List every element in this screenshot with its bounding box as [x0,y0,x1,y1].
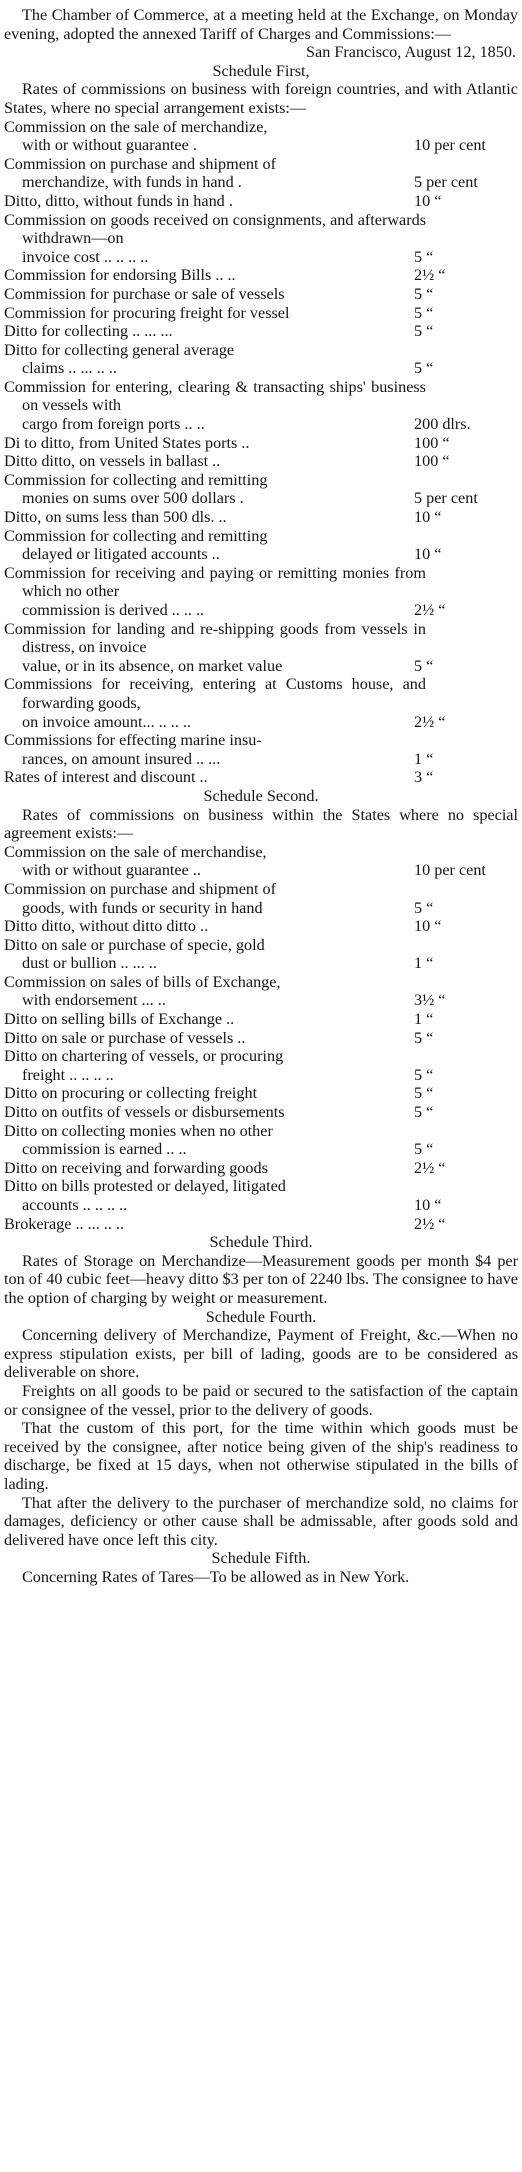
tariff-rate: 10 “ [414,508,442,527]
tariff-item-description-cont: freight .. .. .. .. [22,1065,114,1084]
tariff-item-description: Ditto on collecting monies when no other [4,1121,273,1140]
tariff-item-description: Ditto on bills protested or delayed, litigated [4,1177,286,1196]
schedule-second-heading: Schedule Second. [203,786,319,805]
tariff-rate: 2½ “ [414,266,446,285]
tariff-item-description: Commission for entering, clearing & transacting ships' business on vessels with [4,377,426,415]
tariff-item [4,564,518,620]
tariff-item-description-cont: invoice cost .. .. .. .. [22,247,149,266]
schedule-second-table [4,843,518,1233]
schedule-first-heading: Schedule First, [212,61,310,80]
tariff-rate: 5 “ [414,1084,434,1103]
tariff-item [4,192,518,211]
schedule-fourth-para: That the custom of this port, for the time within which goods must be received by the consignee, after notice being given of the ship's readiness to discharge, be fixed at 15 days, when not otherwise stipulated in the bills of lading. [4,1419,518,1493]
tariff-item [4,211,518,267]
dateline: San Francisco, August 12, 1850. [306,43,516,62]
tariff-item-description: Commissions for receiving, entering at Customs house, and forwarding goods, [4,675,426,712]
tariff-item-description: Ditto, ditto, without funds in hand . [4,191,233,210]
tariff-item-description: Brokerage .. ... .. .. [4,1214,125,1233]
tariff-item [4,880,518,917]
tariff-item [4,527,518,564]
tariff-item-description: Commission on purchase and shipment of [4,879,277,898]
tariff-item [4,1177,518,1214]
tariff-rate: 5 “ [414,656,434,675]
tariff-item-description: Commission on goods received on consignments, and afterwards withdrawn—on [4,210,426,248]
tariff-item-description: Commission on sales of bills of Exchange, [4,972,281,991]
tariff-item-description: Commission for landing and re-shipping goods from vessels in distress, on invoice [4,619,426,657]
tariff-item [4,675,518,731]
tariff-rate: 1 “ [414,954,434,973]
schedule-third-text: Rates of Storage on Merchandize—Measurement goods per month $4 per ton of 40 cubic feet—heavy ditto $3 per ton of 2240 lbs. The consignee to have the option of charging by weight or measurement. [4,1251,518,1307]
tariff-item [4,917,518,936]
tariff-item [4,1047,518,1084]
tariff-item-description-cont: claims .. ... .. .. [22,359,117,378]
tariff-rate: 100 “ [414,433,450,452]
tariff-item [4,378,518,434]
tariff-item [4,620,518,676]
tariff-item-description: Commission for collecting and remitting [4,526,268,545]
tariff-item-description-cont: with endorsement ... .. [22,991,166,1010]
tariff-item [4,304,518,323]
schedule-fourth-heading: Schedule Fourth. [205,1307,317,1326]
tariff-item [4,973,518,1010]
tariff-item-description: Commission for endorsing Bills .. .. [4,266,236,285]
schedule-third-heading: Schedule Third. [209,1233,313,1252]
tariff-item-description-cont: on invoice amount... .. .. .. [22,712,192,731]
schedule-fourth-para: Concerning delivery of Merchandize, Payment of Freight, &c.—When no express stipulation exists, per bill of lading, goods are to be considered as deliverable on shore. [4,1326,518,1382]
tariff-item-description: Commissions for effecting marine insu- [4,731,262,750]
tariff-rate: 10 “ [414,917,442,936]
tariff-rate: 5 per cent [414,173,478,192]
tariff-item [4,322,518,341]
tariff-item-description: Ditto, on sums less than 500 dls. .. [4,508,227,527]
tariff-rate: 5 “ [414,1103,434,1122]
tariff-item-description-cont: rances, on amount insured .. ... [22,749,221,768]
tariff-item [4,118,518,155]
tariff-rate: 5 “ [414,1028,434,1047]
tariff-rate: 100 “ [414,452,450,471]
tariff-rate: 5 “ [414,1065,434,1084]
tariff-item-description-cont: commission is derived .. .. .. [22,601,205,619]
tariff-item-description: Ditto on chartering of vessels, or procuring [4,1047,284,1066]
schedule-fifth-heading: Schedule Fifth. [211,1549,311,1568]
tariff-item-description: Di to ditto, from United States ports .. [4,433,250,452]
tariff-item-description: Ditto on outfits of vessels or disbursements [4,1103,285,1122]
tariff-item-description: Ditto on receiving and forwarding goods [4,1158,268,1177]
tariff-rate: 2½ “ [414,712,446,731]
tariff-item-description: Ditto on sale or purchase of specie, gold [4,935,265,954]
tariff-rate: 10 per cent [414,861,486,880]
tariff-item-description: Commission on the sale of merchandize, [4,117,268,136]
tariff-item-description: Rates of interest and discount .. [4,768,208,787]
tariff-item-description: Commission on the sale of merchandise, [4,842,267,861]
tariff-item-description: Commission for receiving and paying or remitting monies from which no other [4,563,426,601]
tariff-item-description-cont: accounts .. .. .. .. [22,1196,128,1214]
tariff-item-description: Ditto ditto, without ditto ditto .. [4,917,209,936]
tariff-item-description: Commission for purchase or sale of vessels [4,284,285,303]
tariff-rate: 10 “ [414,191,442,210]
tariff-item [4,768,518,787]
schedule-fourth-para: That after the delivery to the purchaser of merchandize sold, no claims for damages, deficiency or other cause shall be admissable, after goods sold and delivered have once left this city. [4,1493,518,1549]
tariff-rate: 10 “ [414,545,442,564]
tariff-rate: 2½ “ [414,1214,446,1233]
tariff-item [4,285,518,304]
tariff-item-description: Commission on purchase and shipment of [4,154,277,173]
tariff-rate: 10 “ [414,1196,442,1214]
tariff-rate: 3 “ [414,768,434,787]
tariff-item [4,341,518,378]
tariff-item-description-cont: cargo from foreign ports .. .. [22,415,205,434]
tariff-rate: 2½ “ [414,601,446,619]
tariff-rate: 5 “ [414,247,434,266]
tariff-item [4,1010,518,1029]
tariff-item-description-cont: with or without guarantee . [22,136,197,155]
tariff-rate: 5 per cent [414,489,478,508]
tariff-item [4,1103,518,1122]
tariff-rate: 5 “ [414,898,434,917]
tariff-item-description: Commission for procuring freight for vessel [4,303,290,322]
tariff-rate: 5 “ [414,303,434,322]
tariff-rate: 5 “ [414,1140,434,1159]
schedule-fourth-para: Freights on all goods to be paid or secured to the satisfaction of the captain or consignee of the vessel, prior to the delivery of goods. [4,1381,518,1419]
tariff-item [4,1215,518,1234]
tariff-item-description-cont: delayed or litigated accounts .. [22,545,220,564]
tariff-item [4,155,518,192]
tariff-rate: 10 per cent [414,136,486,155]
tariff-item-description-cont: goods, with funds or security in hand [22,898,263,917]
intro-paragraph: The Chamber of Commerce, at a meeting held at the Exchange, on Monday evening, adopted the annexed Tariff of Charges and Commissions:— [4,6,518,43]
tariff-item [4,1029,518,1048]
tariff-item-description: Ditto for collecting general average [4,340,235,359]
tariff-item-description: Ditto ditto, on vessels in ballast .. [4,452,221,471]
tariff-item-description: Ditto on selling bills of Exchange .. [4,1010,235,1029]
tariff-item-description: Ditto for collecting .. ... ... [4,322,173,341]
tariff-item-description: Ditto on procuring or collecting freight [4,1084,258,1103]
tariff-rate: 2½ “ [414,1158,446,1177]
tariff-item [4,1084,518,1103]
tariff-rate: 3½ “ [414,991,446,1010]
tariff-item [4,1122,518,1159]
tariff-rate: 5 “ [414,322,434,341]
tariff-item-description-cont: merchandize, with funds in hand . [22,173,242,192]
tariff-item [4,843,518,880]
schedule-first-intro: Rates of commissions on business with foreign countries, and with Atlantic States, where no special arrangement exists:— [4,80,518,117]
tariff-item-description-cont: commission is earned .. .. [22,1140,187,1159]
tariff-item-description-cont: monies on sums over 500 dollars . [22,489,244,508]
schedule-second-intro: Rates of commissions on business within the States where no special agreement exists:— [4,805,518,843]
tariff-item-description: Commission for collecting and remitting [4,470,268,489]
tariff-item [4,1159,518,1178]
tariff-item-description: Ditto on sale or purchase of vessels .. [4,1028,246,1047]
tariff-item-description-cont: with or without guarantee .. [22,861,201,880]
schedule-first-table [4,118,518,787]
tariff-item [4,452,518,471]
tariff-rate: 1 “ [414,1010,434,1029]
tariff-item-description-cont: dust or bullion .. ... .. [22,954,157,973]
tariff-rate: 5 “ [414,359,434,378]
tariff-rate: 200 dlrs. [414,415,471,434]
tariff-item-description-cont: value, or in its absence, on market value [22,656,283,675]
tariff-item [4,471,518,508]
tariff-rate: 5 “ [414,284,434,303]
tariff-item [4,936,518,973]
tariff-item [4,731,518,768]
tariff-item [4,434,518,453]
tariff-rate: 1 “ [414,749,434,768]
tariff-item [4,266,518,285]
schedule-fifth-text: Concerning Rates of Tares—To be allowed as in New York. [22,1567,410,1586]
tariff-item [4,508,518,527]
